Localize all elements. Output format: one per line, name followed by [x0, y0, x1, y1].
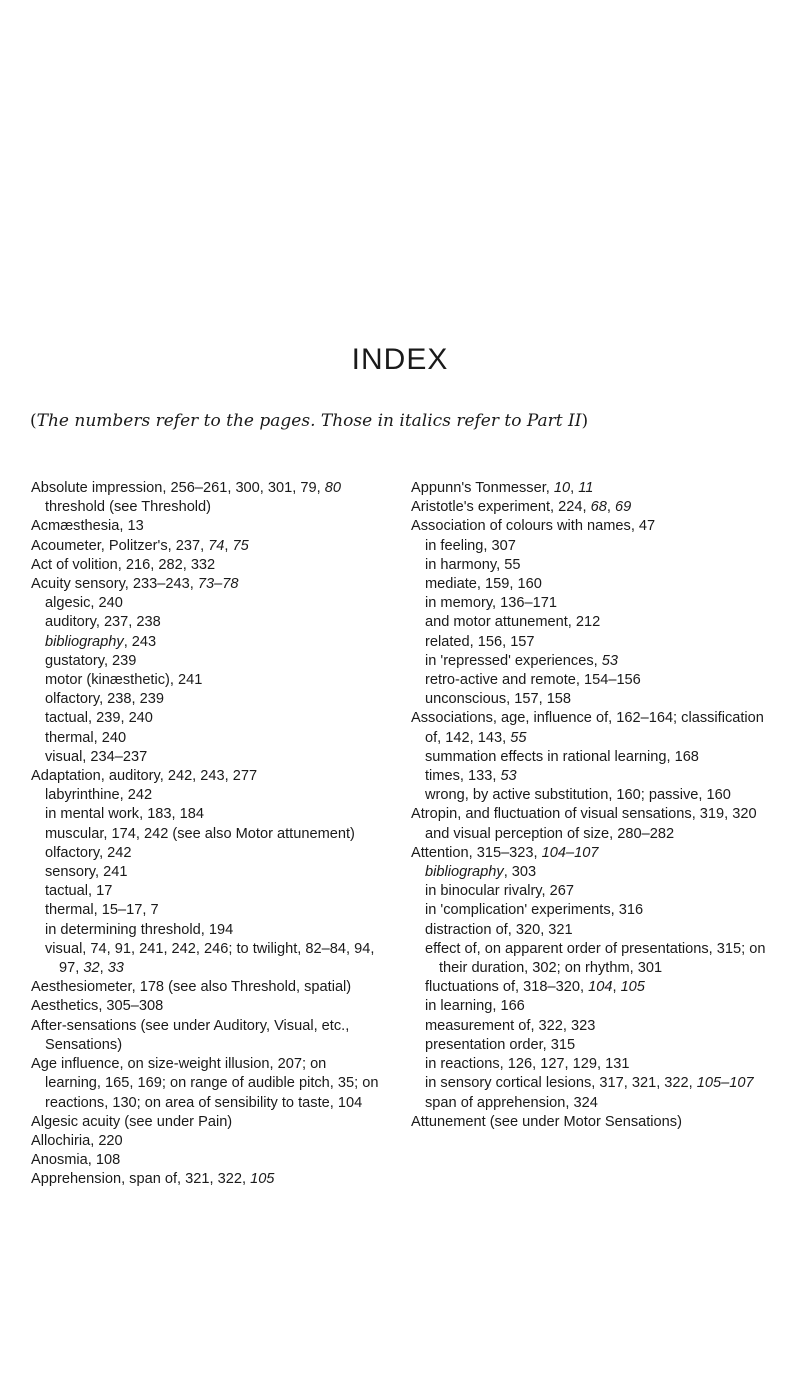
entry-text: Anosmia, 108: [31, 1152, 121, 1169]
index-subentry: [411, 882, 783, 901]
entry-text: summation effects in rational learning, 168: [425, 748, 699, 765]
index-subentry: [411, 1036, 783, 1055]
entry-text: ,: [612, 979, 621, 996]
index-subentry: [411, 633, 783, 652]
entry-text: Acoumeter, Politzer's, 237,: [31, 537, 209, 554]
italic-reference: 80: [324, 480, 341, 496]
entry-text: olfactory, 242: [45, 844, 132, 861]
entry-text: tactual, 17: [45, 883, 113, 900]
entry-text: and motor attunement, 212: [425, 614, 601, 631]
index-subentry: [31, 863, 383, 882]
italic-reference: 104–107: [541, 844, 599, 861]
italic-reference: 105: [250, 1171, 275, 1188]
entry-text: mediate, 159, 160: [425, 576, 542, 593]
index-subentry: [411, 786, 783, 805]
entry-text: Acmæsthesia, 13: [31, 518, 144, 535]
entry-text: related, 156, 157: [425, 633, 535, 650]
index-subentry: [411, 690, 783, 709]
index-note-part1: The numbers refer to the pages.: [36, 411, 316, 431]
entry-text: Attention, 315–323,: [411, 844, 542, 861]
index-subentry: [31, 748, 383, 767]
index-entry: [31, 556, 383, 575]
index-subentry: [411, 594, 783, 613]
italic-reference: 53: [601, 652, 618, 669]
entry-text: After-sensations (see under Auditory, Visual, etc., Sensations): [31, 1017, 350, 1053]
index-subentry: [411, 1074, 783, 1093]
entry-text: auditory, 237, 238: [45, 614, 161, 631]
entry-text: in sensory cortical lesions, 317, 321, 322,: [425, 1075, 697, 1092]
italic-reference: 10: [553, 480, 571, 496]
entry-text: unconscious, 157, 158: [425, 691, 572, 708]
index-entry: [31, 978, 383, 997]
index-subentry: [31, 652, 383, 671]
italic-reference: 33: [107, 960, 124, 977]
entry-text: thermal, 240: [45, 729, 127, 746]
index-note-part2: Those in italics refer to Part II: [320, 411, 582, 431]
index-subentry: [31, 805, 383, 824]
entry-text: Absolute impression, 256–261, 300, 301, 79,: [31, 480, 325, 496]
index-subentry: [411, 940, 783, 978]
index-subentry: [31, 844, 383, 863]
italic-reference: 104: [588, 979, 613, 996]
entry-text: fluctuations of, 318–320,: [425, 979, 589, 996]
index-subentry: [31, 613, 383, 632]
italic-reference: 75: [232, 537, 249, 554]
index-entry: [31, 1170, 383, 1189]
entry-text: Association of colours with names, 47: [411, 518, 656, 535]
italic-reference: 105–107: [696, 1075, 754, 1092]
entry-text: in 'repressed' experiences,: [425, 652, 602, 669]
entry-text: wrong, by active substitution, 160; passive, 160: [425, 787, 731, 804]
index-subentry: [31, 709, 383, 728]
entry-text: Age influence, on size-weight illusion, 207; on learning, 165, 169; on range of audible pitch, 35; on reactions, 130; on area of sensibility to taste, 104: [31, 1056, 379, 1111]
index-subentry: [411, 671, 783, 690]
entry-text: tactual, 239, 240: [45, 710, 153, 727]
entry-text: , 303: [503, 864, 537, 881]
entry-text: Aristotle's experiment, 224,: [411, 499, 591, 516]
entry-text: in memory, 136–171: [425, 595, 557, 612]
italic-reference: 74: [208, 537, 225, 554]
index-subentry: [411, 825, 783, 844]
index-subentry: [411, 575, 783, 594]
italic-reference: 53: [500, 768, 517, 785]
index-entry: [31, 1151, 383, 1170]
italic-reference: 55: [510, 729, 527, 746]
entry-text: Allochiria, 220: [31, 1132, 123, 1149]
entry-text: motor (kinæsthetic), 241: [45, 672, 203, 689]
index-entry: [411, 844, 783, 863]
entry-text: algesic, 240: [45, 595, 123, 612]
index-subentry: [411, 1055, 783, 1074]
entry-text: effect of, on apparent order of presentations, 315; on their duration, 302; on rhythm, 301: [425, 940, 766, 977]
index-subentry: [31, 940, 383, 978]
entry-text: Associations, age, influence of, 162–164; classification of, 142, 143,: [411, 710, 764, 746]
entry-text: measurement of, 322, 323: [425, 1017, 596, 1034]
index-subentry: [31, 594, 383, 613]
index-entry: [411, 498, 783, 517]
entry-text: gustatory, 239: [45, 652, 137, 669]
index-subentry: [411, 863, 783, 882]
index-subentry: [31, 882, 383, 901]
index-subentry: [411, 748, 783, 767]
index-subentry: [411, 997, 783, 1016]
entry-text: retro-active and remote, 154–156: [425, 672, 641, 689]
italic-reference: bibliography: [425, 864, 504, 881]
entry-text: in learning, 166: [425, 998, 525, 1015]
index-entry: [31, 479, 383, 498]
entry-text: Acuity sensory, 233–243,: [31, 576, 198, 593]
entry-text: Aesthesiometer, 178 (see also Threshold, spatial): [31, 979, 352, 996]
italic-reference: 32: [83, 960, 100, 977]
entry-text: in determining threshold, 194: [45, 921, 234, 938]
index-entry: [31, 1055, 383, 1113]
index-entry: [31, 575, 383, 594]
entry-text: in mental work, 183, 184: [45, 806, 204, 823]
entry-text: Act of volition, 216, 282, 332: [31, 556, 216, 573]
index-subentry: [31, 671, 383, 690]
index-entry: [411, 1113, 783, 1132]
index-subentry: [31, 786, 383, 805]
entry-text: thermal, 15–17, 7: [45, 902, 159, 919]
index-subentry: [411, 978, 783, 997]
italic-reference: 105: [620, 979, 645, 996]
entry-text: ,: [570, 480, 579, 496]
entry-text: in binocular rivalry, 267: [425, 883, 574, 900]
italic-reference: 73–78: [197, 576, 239, 593]
index-subentry: [411, 537, 783, 556]
page-title: INDEX: [351, 343, 449, 376]
index-entry: [411, 479, 783, 498]
italic-reference: 11: [578, 480, 594, 496]
entry-text: in harmony, 55: [425, 556, 521, 573]
index-subentry: [411, 613, 783, 632]
index-subentry: [411, 1017, 783, 1036]
entry-text: in 'complication' experiments, 316: [425, 902, 644, 919]
entry-text: Apprehension, span of, 321, 322,: [31, 1171, 251, 1188]
index-subentry: [31, 690, 383, 709]
index-subentry: [31, 901, 383, 920]
entry-text: threshold (see Threshold): [45, 499, 212, 516]
entry-text: visual, 234–237: [45, 748, 148, 765]
index-column-left: [31, 479, 383, 1190]
entry-text: distraction of, 320, 321: [425, 921, 573, 938]
index-entry: [31, 1113, 383, 1132]
entry-text: ,: [99, 960, 108, 977]
index-entry: [31, 537, 383, 556]
entry-text: Adaptation, auditory, 242, 243, 277: [31, 768, 258, 785]
entry-text: ,: [224, 537, 233, 554]
entry-text: times, 133,: [425, 768, 501, 785]
index-note: (The numbers refer to the pages. Those in italics refer to Part II): [30, 411, 589, 431]
index-subentry: [31, 633, 383, 652]
index-subentry: [411, 767, 783, 786]
index-column-right: [411, 479, 783, 1132]
entry-text: olfactory, 238, 239: [45, 691, 164, 708]
index-subentry: [411, 921, 783, 940]
index-entry: [31, 997, 383, 1016]
entry-text: ,: [606, 499, 615, 516]
index-subentry: [31, 498, 383, 517]
entry-text: Aesthetics, 305–308: [31, 998, 164, 1015]
index-entry: [31, 767, 383, 786]
entry-text: sensory, 241: [45, 864, 128, 881]
index-subentry: [31, 825, 383, 844]
index-subentry: [411, 556, 783, 575]
index-entry: [31, 1132, 383, 1151]
entry-text: Algesic acuity (see under Pain): [31, 1113, 233, 1130]
entry-text: Appunn's Tonmesser,: [411, 480, 554, 496]
entry-text: Attunement (see under Motor Sensations): [411, 1113, 682, 1130]
entry-text: and visual perception of size, 280–282: [425, 825, 675, 842]
italic-reference: 68: [590, 499, 607, 516]
index-subentry: [31, 729, 383, 748]
entry-text: visual, 74, 91, 241, 242, 246; to twilight, 82–84, 94, 97,: [45, 940, 375, 977]
entry-text: presentation order, 315: [425, 1036, 576, 1053]
entry-text: Atropin, and fluctuation of visual sensations, 319, 320: [411, 806, 757, 823]
index-subentry: [31, 921, 383, 940]
entry-text: in reactions, 126, 127, 129, 131: [425, 1056, 630, 1073]
entry-text: span of apprehension, 324: [425, 1094, 598, 1111]
entry-text: labyrinthine, 242: [45, 787, 153, 804]
index-entry: [411, 805, 783, 824]
entry-text: , 243: [123, 633, 157, 650]
entry-text: muscular, 174, 242 (see also Motor attunement): [45, 825, 355, 842]
index-subentry: [411, 652, 783, 671]
italic-reference: 69: [614, 499, 632, 516]
index-entry: [411, 709, 783, 747]
index-subentry: [411, 1094, 783, 1113]
index-entry: [31, 517, 383, 536]
index-subentry: [411, 901, 783, 920]
entry-text: in feeling, 307: [425, 537, 516, 554]
index-entry: [31, 1017, 383, 1055]
index-entry: [411, 517, 783, 536]
italic-reference: bibliography: [45, 633, 124, 650]
